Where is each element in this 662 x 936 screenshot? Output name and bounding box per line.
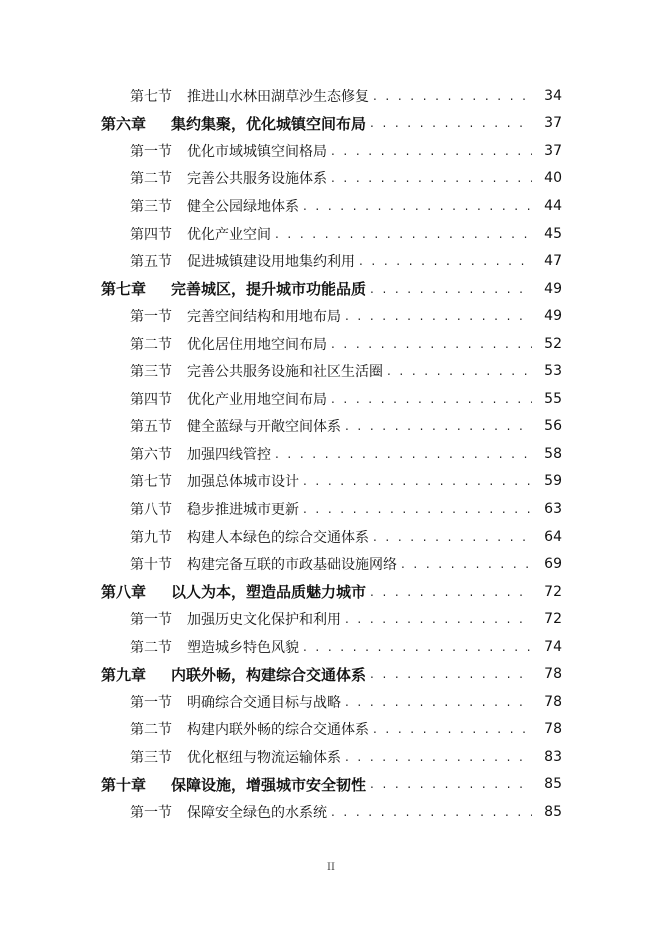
dot-leader [303,199,532,213]
section-title: 稳步推进城市更新 [187,501,299,518]
toc-section-entry[interactable] [0,550,662,578]
section-title: 优化产业用地空间布局 [187,391,327,408]
section-label: 第五节 [130,254,172,271]
section-title: 加强历史文化保护和利用 [187,612,341,629]
section-label: 第六节 [130,446,172,463]
section-title: 加强四线管控 [187,446,271,463]
toc-section-entry[interactable] [0,357,662,385]
dot-leader [370,282,532,296]
section-title: 构建完备互联的市政基础设施网络 [187,557,397,574]
chapter-label: 第六章 [101,114,147,133]
chapter-label: 第九章 [101,665,147,684]
section-label: 第九节 [130,529,172,546]
toc-section-entry[interactable] [0,302,662,330]
section-title: 优化居住用地空间布局 [187,336,327,353]
section-title: 优化产业空间 [187,226,271,243]
dot-leader [331,392,532,406]
toc-section-entry[interactable] [0,468,662,496]
toc-chapter-entry[interactable] [0,110,662,138]
section-title: 完善空间结构和用地布局 [187,309,341,326]
toc-section-entry[interactable] [0,743,662,771]
page-ref: 63 [544,500,562,517]
page-ref: 56 [544,418,562,435]
section-label: 第三节 [130,749,172,766]
toc-section-entry[interactable] [0,440,662,468]
toc-chapter-entry[interactable] [0,578,662,606]
page-ref: 49 [544,308,562,325]
section-title: 优化市域城镇空间格局 [187,143,327,160]
dot-leader [345,612,532,626]
chapter-title: 保障设施，增强城市安全韧性 [171,775,367,794]
page-ref: 59 [544,473,562,490]
dot-leader [345,419,532,433]
section-title: 健全蓝绿与开敞空间体系 [187,419,341,436]
section-label: 第七节 [130,88,172,105]
dot-leader [401,557,532,571]
dot-leader [303,640,532,654]
page-ref: 47 [544,253,562,270]
chapter-title: 完善城区，提升城市功能品质 [171,280,367,299]
toc-section-entry[interactable] [0,798,662,826]
section-label: 第二节 [130,722,172,739]
page-ref: 64 [544,528,562,545]
toc-section-entry[interactable] [0,385,662,413]
page-ref: 44 [544,197,562,214]
dot-leader [303,502,532,516]
toc-chapter-entry[interactable] [0,771,662,799]
section-label: 第二节 [130,639,172,656]
section-title: 促进城镇建设用地集约利用 [187,254,355,271]
section-label: 第四节 [130,391,172,408]
toc-section-entry[interactable] [0,523,662,551]
page-ref: 40 [544,170,562,187]
toc-section-entry[interactable] [0,330,662,358]
toc-chapter-entry[interactable] [0,275,662,303]
chapter-label: 第十章 [101,775,147,794]
chapter-label: 第七章 [101,280,147,299]
dot-leader [373,530,532,544]
section-label: 第一节 [130,804,172,821]
table-of-contents [0,82,662,826]
section-label: 第二节 [130,171,172,188]
page-ref: 37 [544,115,562,132]
page-ref: 53 [544,363,562,380]
section-label: 第七节 [130,474,172,491]
dot-leader [303,474,532,488]
section-title: 推进山水林田湖草沙生态修复 [187,88,369,105]
toc-section-entry[interactable] [0,165,662,193]
toc-section-entry[interactable] [0,220,662,248]
toc-section-entry[interactable] [0,247,662,275]
dot-leader [275,447,532,461]
toc-chapter-entry[interactable] [0,660,662,688]
section-label: 第八节 [130,501,172,518]
page-ref: 78 [544,721,562,738]
toc-section-entry[interactable] [0,82,662,110]
toc-section-entry[interactable] [0,413,662,441]
section-label: 第一节 [130,309,172,326]
page-ref: 78 [544,693,562,710]
section-label: 第一节 [130,612,172,629]
section-title: 完善公共服务设施和社区生活圈 [187,364,383,381]
section-label: 第四节 [130,226,172,243]
chapter-title: 以人为本，塑造品质魅力城市 [171,583,367,602]
section-title: 优化枢纽与物流运输体系 [187,749,341,766]
page-ref: 85 [544,776,562,793]
page-ref: 72 [544,611,562,628]
toc-section-entry[interactable] [0,192,662,220]
toc-section-entry[interactable] [0,137,662,165]
dot-leader [345,750,532,764]
section-title: 构建人本绿色的综合交通体系 [187,529,369,546]
section-title: 保障安全绿色的水系统 [187,804,327,821]
dot-leader [331,337,532,351]
dot-leader [370,116,532,130]
page-ref: 37 [544,142,562,159]
dot-leader [345,309,532,323]
section-title: 明确综合交通目标与战略 [187,694,341,711]
dot-leader [331,805,532,819]
toc-section-entry[interactable] [0,688,662,716]
page-ref: 78 [544,666,562,683]
page-ref: 34 [544,87,562,104]
dot-leader [370,777,532,791]
section-title: 构建内联外畅的综合交通体系 [187,722,369,739]
section-label: 第二节 [130,336,172,353]
dot-leader [373,89,532,103]
chapter-title: 集约集聚，优化城镇空间布局 [171,114,367,133]
section-label: 第三节 [130,198,172,215]
page-ref: 45 [544,225,562,242]
page-number: II [327,862,335,873]
section-label: 第一节 [130,694,172,711]
page-ref: 52 [544,335,562,352]
page-ref: 69 [544,556,562,573]
section-label: 第十节 [130,557,172,574]
chapter-title: 内联外畅，构建综合交通体系 [171,665,367,684]
section-label: 第五节 [130,419,172,436]
page-ref: 74 [544,638,562,655]
page-ref: 72 [544,583,562,600]
page-ref: 55 [544,390,562,407]
dot-leader [359,254,532,268]
section-title: 完善公共服务设施体系 [187,171,327,188]
toc-section-entry[interactable] [0,633,662,661]
toc-section-entry[interactable] [0,716,662,744]
section-title: 加强总体城市设计 [187,474,299,491]
dot-leader [387,364,532,378]
section-title: 塑造城乡特色风貌 [187,639,299,656]
section-title: 健全公园绿地体系 [187,198,299,215]
page-ref: 83 [544,748,562,765]
page-ref: 49 [544,280,562,297]
dot-leader [275,227,532,241]
dot-leader [370,667,532,681]
dot-leader [370,585,532,599]
dot-leader [373,722,532,736]
dot-leader [331,144,532,158]
toc-section-entry[interactable] [0,605,662,633]
section-label: 第一节 [130,143,172,160]
dot-leader [345,695,532,709]
chapter-label: 第八章 [101,583,147,602]
section-label: 第三节 [130,364,172,381]
toc-section-entry[interactable] [0,495,662,523]
page-ref: 85 [544,803,562,820]
page-ref: 58 [544,445,562,462]
dot-leader [331,171,532,185]
